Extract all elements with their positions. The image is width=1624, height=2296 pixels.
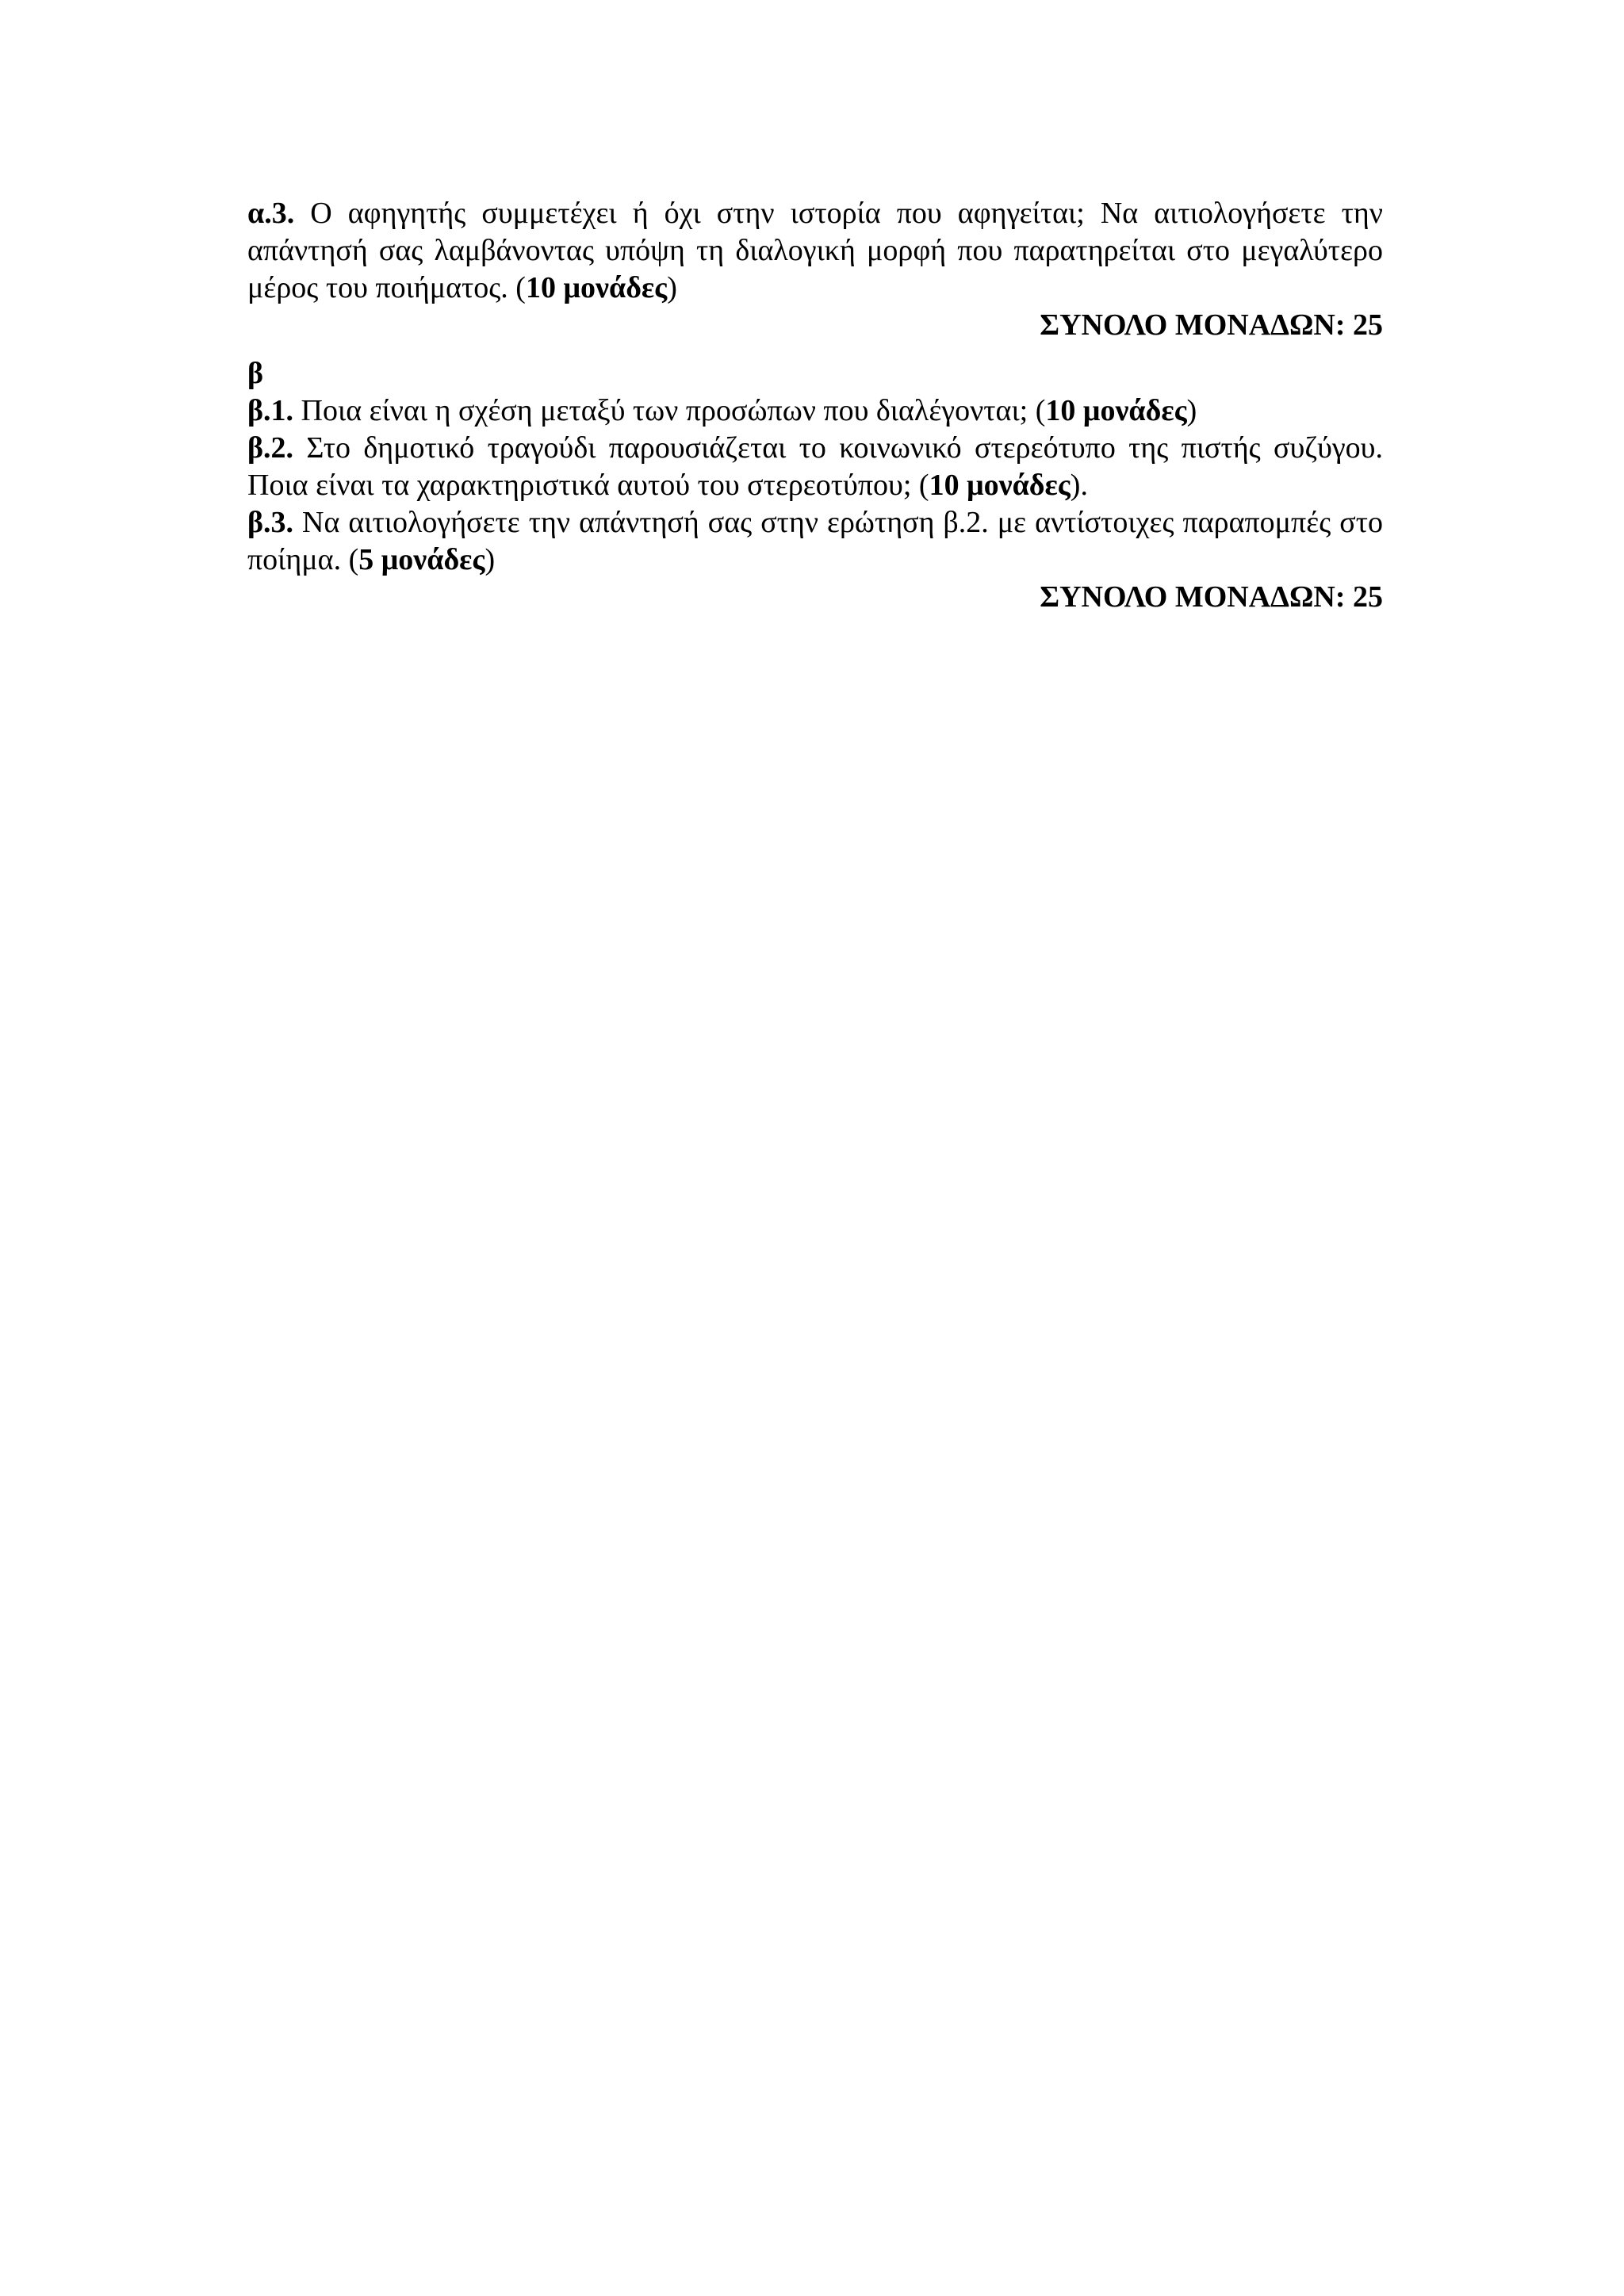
question-close: ) [1186,394,1197,427]
document-page [247,195,1383,616]
section-b-total: ΣΥΝΟΛΟ ΜΟΝΑΔΩΝ: 25 [1040,580,1383,614]
question-label: β.3. [247,506,294,539]
question-label: β.2. [247,431,294,465]
question-text: Να αιτιολογήσετε την απάντησή σας στην ερώτηση β.2. με αντίστοιχες παραπομπές στο ποίημα. ( [247,506,1383,576]
question-points: 10 μονάδες [525,271,668,304]
question-points: 10 μονάδες [1045,394,1187,427]
question-text: Στο δημοτικό τραγούδι παρουσιάζεται το κοινωνικό στερεότυπο της πιστής συζύγου. Ποια είναι τα χαρακτηριστικά αυτού του στερεοτύπου; ( [247,431,1383,502]
section-a-total: ΣΥΝΟΛΟ ΜΟΝΑΔΩΝ: 25 [1040,308,1383,342]
question-b1 [247,392,1383,430]
question-a3 [247,195,1383,307]
question-close: ) [667,271,677,304]
question-close: ) [485,543,496,576]
question-close: ). [1070,469,1088,502]
question-b2 [247,430,1383,504]
question-points: 10 μονάδες [929,469,1071,502]
question-label: β.1. [247,394,294,427]
question-text: Ο αφηγητής συμμετέχει ή όχι στην ιστορία που αφηγείται; Να αιτιολογήσετε την απάντησή σας λαμβάνοντας υπόψη τη διαλογική μορφή που παρατηρείται στο μεγαλύτερο μέρος του ποιήματος. ( [247,197,1383,304]
question-b3 [247,504,1383,579]
question-points: 5 μονάδες [358,543,485,576]
question-text: Ποια είναι η σχέση μεταξύ των προσώπων που διαλέγονται; ( [293,394,1046,427]
question-label: α.3. [247,197,295,230]
section-b-heading: β [247,357,264,390]
